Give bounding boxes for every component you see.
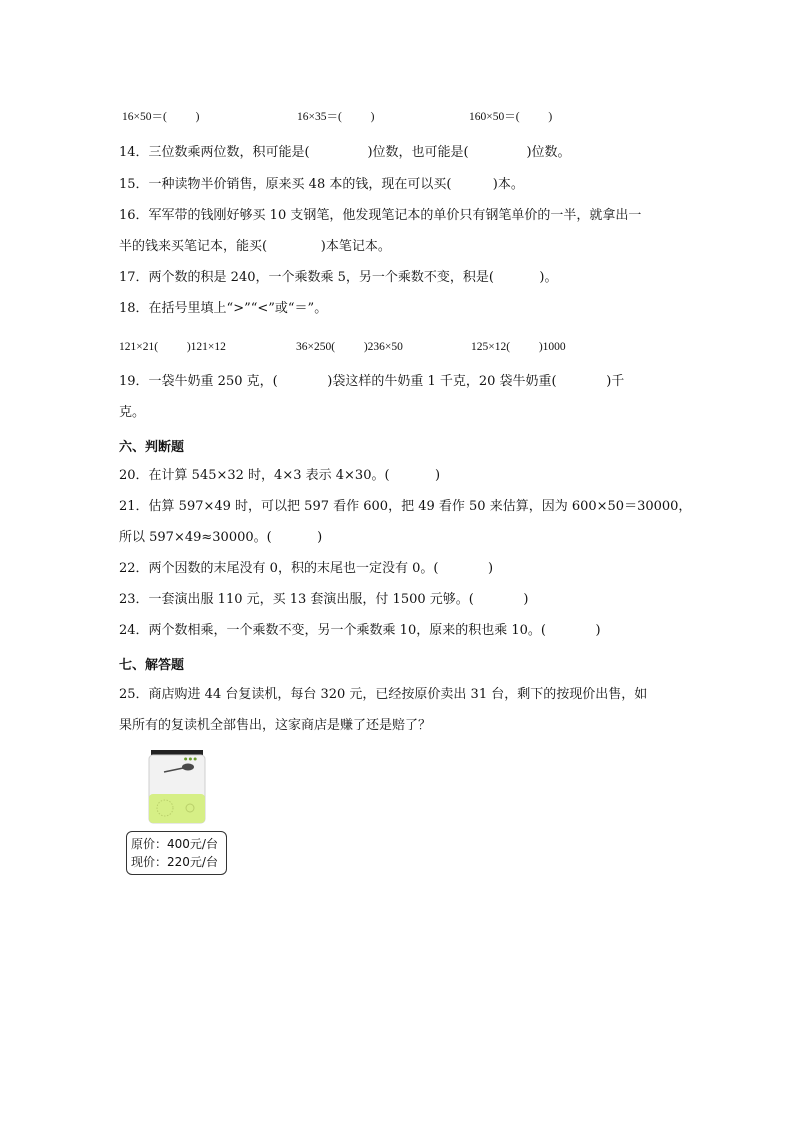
- question-18: 18．在括号里填上“>”“<”或“＝”。: [119, 301, 328, 316]
- calc-item: 16×35＝( ): [297, 111, 375, 123]
- question-19-line2: 克。: [119, 405, 146, 420]
- original-price: 原价：400元/台: [131, 837, 218, 851]
- question-19-line1: 19．一袋牛奶重 250 克，( )袋这样的牛奶重 1 千克，20 袋牛奶重( )千: [119, 374, 625, 389]
- question-25-line1: 25．商店购进 44 台复读机，每台 320 元，已经按原价卖出 31 台，剩下的按现价出售，如: [119, 687, 648, 702]
- svg-text:● ● ●: ● ● ●: [184, 756, 198, 761]
- section-title-judge: 六、判断题: [119, 440, 185, 455]
- question-21-line1: 21．估算 597×49 时，可以把 597 看作 600，把 49 看作 50 来估算，因为 600×50＝30000，: [119, 499, 692, 514]
- comparison-item: 36×250( )236×50: [296, 341, 403, 353]
- current-price: 现价：220元/台: [131, 855, 218, 869]
- question-21-line2: 所以 597×49≈30000。( ): [119, 530, 323, 545]
- comparison-item: 121×21( )121×12: [119, 341, 226, 353]
- question-17: 17．两个数的积是 240，一个乘数乘 5，另一个乘数不变，积是( )。: [119, 270, 558, 285]
- question-23: 23．一套演出服 110 元，买 13 套演出服，付 1500 元够。( ): [119, 592, 529, 607]
- cassette-player-image: [148, 750, 206, 824]
- cassette-player-icon: [148, 750, 206, 824]
- question-15: 15．一种读物半价销售，原来买 48 本的钱，现在可以买( )本。: [119, 177, 524, 192]
- question-22: 22．两个因数的末尾没有 0，积的末尾也一定没有 0。( ): [119, 561, 494, 576]
- comparison-item: 125×12( )1000: [471, 341, 566, 353]
- section-title-solve: 七、解答题: [119, 658, 185, 673]
- question-24: 24．两个数相乘，一个乘数不变，另一个乘数乘 10，原来的积也乘 10。( ): [119, 623, 601, 638]
- price-tag: [126, 831, 227, 875]
- question-20: 20．在计算 545×32 时，4×3 表示 4×30。( ): [119, 468, 441, 483]
- calc-item: 160×50＝( ): [469, 111, 553, 123]
- calc-item: 16×50＝( ): [122, 111, 200, 123]
- question-16-line1: 16．军军带的钱刚好够买 10 支钢笔，他发现笔记本的单价只有钢笔单价的一半，就拿出一: [119, 208, 642, 223]
- question-25-line2: 果所有的复读机全部售出，这家商店是赚了还是赔了？: [119, 718, 432, 733]
- question-16-line2: 半的钱来买笔记本，能买( )本笔记本。: [119, 239, 391, 254]
- question-14: 14．三位数乘两位数，积可能是( )位数，也可能是( )位数。: [119, 145, 571, 160]
